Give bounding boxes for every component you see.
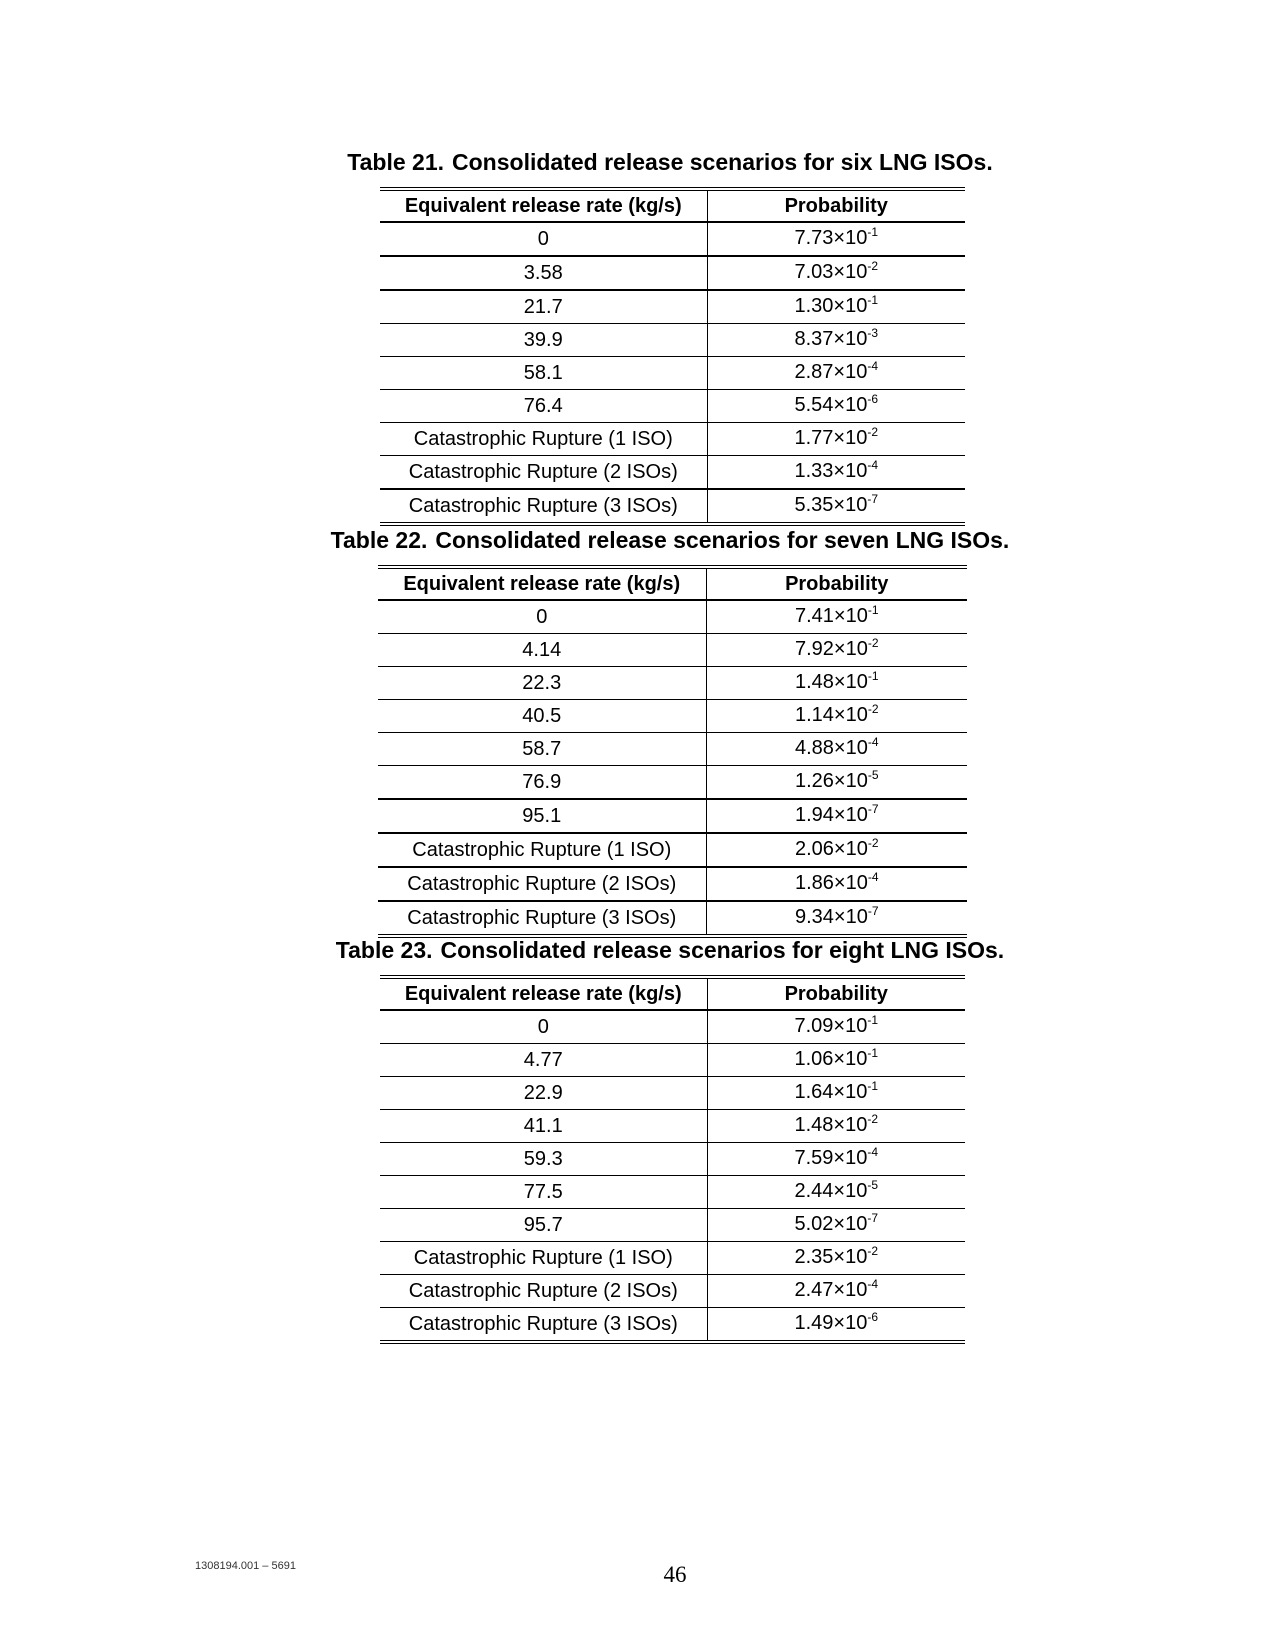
table-23-title: Consolidated release scenarios for eight LNG ISOs. (440, 937, 1005, 963)
rate-cell: Catastrophic Rupture (2 ISOs) (380, 456, 707, 490)
table-row (380, 1143, 965, 1176)
column-header-rate: Equivalent release rate (kg/s) (380, 189, 707, 222)
table-header-row (380, 977, 965, 1010)
table-row (380, 390, 965, 423)
rate-cell: Catastrophic Rupture (2 ISOs) (378, 867, 706, 901)
probability-cell: $4.88\times 10^{-4}$ (706, 733, 967, 766)
probability-cell: $1.49\times 10^{-6}$ (707, 1308, 965, 1343)
rate-cell: 0 (380, 222, 707, 256)
probability-cell: $1.77\times 10^{-2}$ (707, 423, 965, 456)
table-22-block (0, 526, 1275, 554)
rate-cell: Catastrophic Rupture (3 ISOs) (378, 901, 706, 936)
table-row (380, 290, 965, 324)
table-row (380, 1308, 965, 1343)
table-23-caption (0, 936, 1275, 964)
rate-cell: 4.14 (378, 634, 706, 667)
table-row (378, 667, 967, 700)
table-row (380, 256, 965, 290)
rate-cell: 22.9 (380, 1077, 707, 1110)
probability-cell: $1.64\times 10^{-1}$ (707, 1077, 965, 1110)
rate-cell: 59.3 (380, 1143, 707, 1176)
table-21-number: Table 21. (347, 149, 445, 175)
column-header-probability: Probability (707, 977, 965, 1010)
page-number: 46 (663, 1562, 687, 1587)
rate-cell: 0 (380, 1010, 707, 1044)
probability-cell: $7.09\times 10^{-1}$ (707, 1010, 965, 1044)
rate-cell: 3.58 (380, 256, 707, 290)
table-row (380, 357, 965, 390)
rate-cell: 77.5 (380, 1176, 707, 1209)
table-22-number: Table 22. (330, 527, 428, 553)
table-23-number: Table 23. (335, 937, 433, 963)
table-22 (378, 565, 967, 938)
probability-cell: $5.35\times 10^{-7}$ (707, 489, 965, 524)
rate-cell: 39.9 (380, 324, 707, 357)
table-header-row (380, 189, 965, 222)
table-23-block (0, 936, 1275, 964)
table-row (378, 766, 967, 800)
probability-cell: $7.92\times 10^{-2}$ (706, 634, 967, 667)
probability-cell: $7.41\times 10^{-1}$ (706, 600, 967, 634)
rate-cell: 95.7 (380, 1209, 707, 1242)
probability-cell: $7.59\times 10^{-4}$ (707, 1143, 965, 1176)
table-row (378, 867, 967, 901)
probability-cell: $2.06\times 10^{-2}$ (706, 833, 967, 867)
table-row (380, 1242, 965, 1275)
probability-cell: $1.30\times 10^{-1}$ (707, 290, 965, 324)
probability-cell: $1.94\times 10^{-7}$ (706, 799, 967, 833)
rate-cell: 76.4 (380, 390, 707, 423)
table-row (378, 901, 967, 936)
rate-cell: Catastrophic Rupture (1 ISO) (380, 423, 707, 456)
probability-cell: $1.26\times 10^{-5}$ (706, 766, 967, 800)
table-row (380, 1077, 965, 1110)
probability-cell: $7.03\times 10^{-2}$ (707, 256, 965, 290)
table-row (378, 733, 967, 766)
rate-cell: Catastrophic Rupture (2 ISOs) (380, 1275, 707, 1308)
rate-cell: 21.7 (380, 290, 707, 324)
table-21-caption (0, 148, 1275, 176)
probability-cell: $1.14\times 10^{-2}$ (706, 700, 967, 733)
probability-cell: $5.02\times 10^{-7}$ (707, 1209, 965, 1242)
probability-cell: $9.34\times 10^{-7}$ (706, 901, 967, 936)
table-row (380, 423, 965, 456)
table-row (380, 1176, 965, 1209)
table-row (380, 222, 965, 256)
rate-cell: 95.1 (378, 799, 706, 833)
probability-cell: $2.35\times 10^{-2}$ (707, 1242, 965, 1275)
column-header-rate: Equivalent release rate (kg/s) (380, 977, 707, 1010)
probability-cell: $2.87\times 10^{-4}$ (707, 357, 965, 390)
table-row (380, 1044, 965, 1077)
rate-cell: 76.9 (378, 766, 706, 800)
rate-cell: 58.7 (378, 733, 706, 766)
column-header-rate: Equivalent release rate (kg/s) (378, 567, 706, 600)
rate-cell: Catastrophic Rupture (1 ISO) (380, 1242, 707, 1275)
table-row (380, 1275, 965, 1308)
rate-cell: 22.3 (378, 667, 706, 700)
probability-cell: $2.47\times 10^{-4}$ (707, 1275, 965, 1308)
probability-cell: $7.73\times 10^{-1}$ (707, 222, 965, 256)
table-21-title: Consolidated release scenarios for six LNG ISOs. (452, 149, 993, 175)
table-row (380, 489, 965, 524)
table-header-row (378, 567, 967, 600)
table-row (380, 324, 965, 357)
table-22-title: Consolidated release scenarios for seven LNG ISOs. (435, 527, 1010, 553)
table-row (378, 634, 967, 667)
rate-cell: 58.1 (380, 357, 707, 390)
rate-cell: 0 (378, 600, 706, 634)
table-row (380, 1209, 965, 1242)
table-23 (380, 975, 965, 1344)
rate-cell: Catastrophic Rupture (3 ISOs) (380, 489, 707, 524)
probability-cell: $1.48\times 10^{-2}$ (707, 1110, 965, 1143)
table-row (378, 833, 967, 867)
rate-cell: Catastrophic Rupture (3 ISOs) (380, 1308, 707, 1343)
table-row (378, 700, 967, 733)
probability-cell: $8.37\times 10^{-3}$ (707, 324, 965, 357)
probability-cell: $2.44\times 10^{-5}$ (707, 1176, 965, 1209)
table-22-caption (0, 526, 1275, 554)
rate-cell: 40.5 (378, 700, 706, 733)
rate-cell: 41.1 (380, 1110, 707, 1143)
probability-cell: $1.33\times 10^{-4}$ (707, 456, 965, 490)
column-header-probability: Probability (706, 567, 967, 600)
rate-cell: Catastrophic Rupture (1 ISO) (378, 833, 706, 867)
table-row (380, 456, 965, 490)
table-21-block (0, 148, 1275, 176)
table-21 (380, 187, 965, 526)
probability-cell: $1.48\times 10^{-1}$ (706, 667, 967, 700)
table-row (380, 1110, 965, 1143)
probability-cell: $5.54\times 10^{-6}$ (707, 390, 965, 423)
table-row (378, 799, 967, 833)
rate-cell: 4.77 (380, 1044, 707, 1077)
table-row (378, 600, 967, 634)
column-header-probability: Probability (707, 189, 965, 222)
probability-cell: $1.06\times 10^{-1}$ (707, 1044, 965, 1077)
probability-cell: $1.86\times 10^{-4}$ (706, 867, 967, 901)
document-id: 1308194.001 – 5691 (195, 1560, 296, 1572)
table-row (380, 1010, 965, 1044)
